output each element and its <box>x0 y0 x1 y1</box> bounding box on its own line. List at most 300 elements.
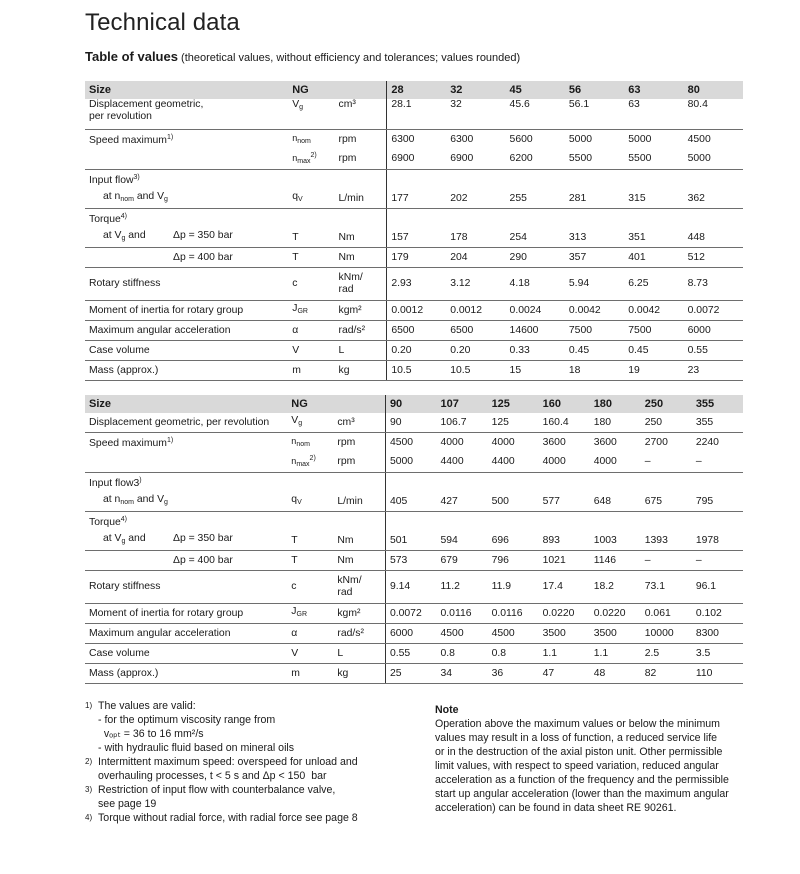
symbol-cell <box>288 228 334 248</box>
value-cell: 110 <box>692 664 743 684</box>
row-label <box>85 512 287 532</box>
value-cell: 5600 <box>509 133 533 145</box>
torque-400-row <box>85 551 743 571</box>
text: L/min <box>337 495 363 507</box>
symbol-cell <box>288 248 334 268</box>
value-cell: 160 <box>539 395 590 413</box>
row-label <box>85 321 288 341</box>
text: kgm² <box>338 304 362 316</box>
text: rad/s² <box>337 627 364 639</box>
label-line: Displacement geometric, <box>89 99 204 110</box>
row-label <box>85 189 288 209</box>
footnote <box>85 755 415 783</box>
footnote-line: - for the optimum viscosity range from <box>98 714 276 726</box>
rotary-stiffness-row <box>85 268 743 301</box>
value-cell: 47 <box>539 664 590 684</box>
text: g <box>299 104 304 111</box>
value-cell: 6900 <box>446 149 505 170</box>
symbol-cell <box>287 452 333 473</box>
text: g <box>121 235 126 242</box>
unit-cell <box>335 321 387 341</box>
note-line: start up angular acceleration (lower than the maximum angular <box>435 788 729 800</box>
inertia-row <box>85 301 743 321</box>
table-subtitle <box>85 49 520 64</box>
footnote-number: 1) <box>85 701 93 710</box>
value-cell: 4500 <box>385 433 436 453</box>
unit-cell <box>333 571 385 604</box>
value-cell: 177 <box>387 189 446 209</box>
value-cell: 107 <box>437 395 488 413</box>
text: rpm <box>338 153 357 164</box>
footnote-number: 4) <box>85 813 93 822</box>
unit-cell <box>333 395 385 413</box>
text: α <box>291 627 298 639</box>
unit-cell <box>335 149 387 170</box>
text: Moment of inertia for rotary group <box>89 607 244 619</box>
footnote-number: 2) <box>85 757 93 766</box>
text: m <box>292 364 301 376</box>
delta-p-400: Δp = 400 bar <box>173 554 233 566</box>
value-cell <box>387 170 446 190</box>
footnote-number: 3) <box>85 785 93 794</box>
text: 1) <box>166 437 174 444</box>
speed-nom-row <box>85 130 743 150</box>
text: α <box>292 324 299 336</box>
text: Input flow3 <box>89 478 140 489</box>
ng-header: NG <box>291 398 308 410</box>
value-cell: 28.1 <box>387 99 446 130</box>
text: GR <box>297 308 308 315</box>
value-cell: 1146 <box>590 551 641 571</box>
note-heading: Note <box>435 704 459 716</box>
mass-row <box>85 664 743 684</box>
value-cell: 255 <box>506 189 565 209</box>
unit-cell <box>333 413 385 433</box>
text: Maximum angular acceleration <box>89 324 231 336</box>
value-cell <box>437 512 488 532</box>
text: 1) <box>166 134 174 141</box>
note-line: Operation above the maximum values or below the minimum <box>435 718 720 730</box>
text: Speed maximum <box>89 135 167 146</box>
value-cell: 4500 <box>687 133 711 145</box>
angular-acceleration-row <box>85 321 743 341</box>
value-cell: 10000 <box>641 624 692 644</box>
text: n <box>291 456 297 466</box>
footnote-line: Restriction of input flow with counterbalance valve, <box>98 784 336 796</box>
text: Mass (approx.) <box>89 364 159 376</box>
value-cell: 3.5 <box>692 644 743 664</box>
text: cm³ <box>337 416 355 428</box>
value-cell: – <box>692 452 743 473</box>
value-cell: – <box>641 452 692 473</box>
note-line: or in the destruction of the axial piston unit. Other permissible <box>435 746 723 758</box>
unit-cell <box>335 341 387 361</box>
value-cell: 6.25 <box>624 268 683 301</box>
text: 4) <box>120 516 128 523</box>
value-cell: 0.0042 <box>624 301 683 321</box>
value-cell: 180 <box>590 413 641 433</box>
value-cell <box>539 512 590 532</box>
unit-cell <box>333 492 385 512</box>
text: kg <box>337 667 349 679</box>
text: g <box>164 499 168 506</box>
value-cell: 1021 <box>539 551 590 571</box>
value-cell: 179 <box>387 248 446 268</box>
text: T <box>291 554 298 566</box>
value-cell: 6500 <box>446 321 505 341</box>
value-cell: 2700 <box>644 436 668 448</box>
symbol-cell <box>287 395 333 413</box>
value-cell: 594 <box>437 531 488 551</box>
value-cell: 90 <box>385 395 436 413</box>
text: 2) <box>310 152 317 159</box>
value-cell: 90 <box>385 413 436 433</box>
value-cell: 5000 <box>568 133 593 145</box>
text: n <box>292 153 298 163</box>
row-label <box>85 664 287 684</box>
value-cell <box>488 473 539 493</box>
value-cell: 290 <box>506 248 565 268</box>
text: rpm <box>337 456 356 467</box>
value-cell: 3500 <box>590 624 641 644</box>
text: V <box>291 647 299 659</box>
text: Nm <box>338 251 355 263</box>
value-cell: 4000 <box>590 452 641 473</box>
footnote-line: vₒₚₜ = 36 to 16 mm²/s <box>98 728 204 740</box>
value-cell <box>684 170 743 190</box>
text: 2) <box>309 455 316 462</box>
value-cell: 362 <box>684 189 743 209</box>
text: J <box>291 606 297 617</box>
value-cell: 281 <box>565 189 624 209</box>
value-cell: 4.18 <box>506 268 565 301</box>
symbol-cell <box>287 624 333 644</box>
value-cell: 0.0072 <box>385 604 436 624</box>
text: J <box>292 303 298 314</box>
text: nom <box>296 440 310 448</box>
value-cell: 448 <box>684 228 743 248</box>
value-cell: 18.2 <box>590 571 641 604</box>
value-cell: 0.0220 <box>590 604 641 624</box>
value-cell: 32 <box>446 81 505 99</box>
text: V <box>297 499 302 506</box>
text: Maximum angular acceleration <box>89 627 231 639</box>
text: n <box>291 435 297 446</box>
value-cell: 202 <box>446 189 505 209</box>
symbol-cell <box>287 413 333 433</box>
text: Nm <box>337 534 354 546</box>
symbol-cell <box>288 209 334 229</box>
text: kgm² <box>337 607 361 619</box>
value-cell: 204 <box>446 248 505 268</box>
note-line: values may result in a loss of function, a reduced service life <box>435 732 718 744</box>
value-cell: 80 <box>684 81 743 99</box>
value-cell: 5000 <box>628 133 652 145</box>
footnotes <box>85 699 415 825</box>
value-cell <box>385 473 436 493</box>
torque-350-row <box>85 228 743 248</box>
value-cell: 313 <box>565 228 624 248</box>
value-cell: 10.5 <box>446 361 505 381</box>
value-cell: 675 <box>641 492 692 512</box>
value-cell: 4000 <box>491 436 515 448</box>
value-cell <box>624 170 683 190</box>
torque-400-row <box>85 248 743 268</box>
value-cell: 679 <box>437 551 488 571</box>
text: Rotary stiffness <box>89 278 161 289</box>
value-cell: 6300 <box>450 133 474 145</box>
text: Mass (approx.) <box>89 667 159 679</box>
text: Nm <box>338 231 355 243</box>
value-cell: 357 <box>565 248 624 268</box>
value-cell: 351 <box>624 228 683 248</box>
input-flow-row <box>85 492 743 512</box>
value-cell: 0.0012 <box>387 301 446 321</box>
input-flow-label-row <box>85 473 743 493</box>
row-label <box>85 170 288 190</box>
rotary-stiffness-row <box>85 571 743 604</box>
text: 4) <box>120 213 128 220</box>
value-cell: 512 <box>684 248 743 268</box>
value-cell: 1.1 <box>539 644 590 664</box>
angular-acceleration-row <box>85 624 743 644</box>
row-label <box>85 571 287 604</box>
footnote-text <box>98 811 358 825</box>
value-cell: 0.0116 <box>488 604 539 624</box>
torque-label-row <box>85 512 743 532</box>
text: c <box>292 278 298 289</box>
row-label <box>85 433 287 453</box>
footnote-line: - with hydraulic fluid based on mineral oils <box>98 742 295 754</box>
value-cell: 2.5 <box>641 644 692 664</box>
text: rad <box>338 284 354 295</box>
text: n <box>292 132 298 143</box>
value-cell <box>446 170 505 190</box>
value-cell: 5000 <box>385 452 436 473</box>
text: T <box>292 251 299 263</box>
value-cell: 0.55 <box>385 644 436 664</box>
value-cell: 254 <box>506 228 565 248</box>
value-cell: 355 <box>692 395 743 413</box>
value-cell: 0.0024 <box>506 301 565 321</box>
text: nom <box>120 196 134 203</box>
value-cell <box>624 209 683 229</box>
value-cell <box>565 209 624 229</box>
row-label <box>85 361 288 381</box>
value-cell: 2.93 <box>387 268 446 301</box>
text: L/min <box>338 192 364 204</box>
value-cell: 180 <box>590 395 641 413</box>
value-cell: 6000 <box>385 624 436 644</box>
text: L <box>338 344 345 356</box>
text: rad/s² <box>338 324 366 336</box>
value-cell <box>565 170 624 190</box>
value-cell: 696 <box>488 531 539 551</box>
unit-cell <box>333 624 385 644</box>
text: m <box>291 667 300 679</box>
text: and <box>125 230 146 241</box>
text: rpm <box>338 133 357 145</box>
value-cell: 80.4 <box>684 99 743 130</box>
symbol-cell <box>287 473 333 493</box>
case-volume-row <box>85 644 743 664</box>
value-cell: 63 <box>624 81 683 99</box>
speed-nom-row <box>85 433 743 453</box>
text: V <box>291 415 299 426</box>
unit-cell <box>333 452 385 473</box>
value-cell: 427 <box>437 492 488 512</box>
text: rad <box>337 587 353 598</box>
row-label <box>85 531 287 551</box>
value-cell: 577 <box>539 492 590 512</box>
row-label <box>85 551 287 571</box>
text: cm³ <box>338 99 356 110</box>
page-title: Technical data <box>85 9 240 36</box>
size-header: Size <box>89 398 112 410</box>
row-label <box>85 209 288 229</box>
symbol-cell <box>288 170 334 190</box>
value-cell <box>590 473 641 493</box>
value-cell: 7500 <box>624 321 683 341</box>
value-cell <box>692 473 743 493</box>
text: c <box>291 581 297 592</box>
text: V <box>292 99 300 110</box>
symbol-cell <box>288 99 334 130</box>
value-cell <box>488 512 539 532</box>
symbol-cell <box>287 531 333 551</box>
value-cell: 4500 <box>437 624 488 644</box>
displacement-row <box>85 99 743 130</box>
value-cell: 573 <box>385 551 436 571</box>
value-cell: 4400 <box>488 452 539 473</box>
text: and V <box>133 191 165 202</box>
text: Rotary stiffness <box>89 581 161 592</box>
value-cell: 0.55 <box>684 341 743 361</box>
text: T <box>291 534 298 546</box>
value-cell: 125 <box>488 395 539 413</box>
value-cell: 5000 <box>684 149 743 170</box>
note-line: acceleration as a function of the frequency and the permissible <box>435 774 729 786</box>
value-cell: 0.0012 <box>446 301 505 321</box>
value-cell: 893 <box>539 531 590 551</box>
text: g <box>164 196 168 203</box>
text: at V <box>103 230 122 241</box>
text: g <box>121 538 126 545</box>
value-cell: 6300 <box>387 130 446 150</box>
value-cell: 106.7 <box>437 413 488 433</box>
value-cell: 355 <box>692 413 743 433</box>
text: and V <box>133 494 165 505</box>
text: L <box>337 647 344 659</box>
row-label <box>85 228 288 248</box>
unit-cell <box>335 189 387 209</box>
value-cell <box>539 473 590 493</box>
values-table-small-sizes <box>85 81 743 381</box>
value-cell: 23 <box>684 361 743 381</box>
row-label <box>85 452 287 473</box>
value-cell: 501 <box>385 531 436 551</box>
value-cell: 25 <box>385 664 436 684</box>
text: T <box>292 231 299 243</box>
note-text <box>435 717 765 815</box>
unit-cell <box>335 268 387 301</box>
value-cell: 0.0116 <box>437 604 488 624</box>
symbol-cell <box>287 512 333 532</box>
unit-cell <box>333 531 385 551</box>
unit-cell <box>333 512 385 532</box>
footnote-text <box>98 783 335 811</box>
value-cell: 96.1 <box>692 571 743 604</box>
text: 3) <box>133 174 140 181</box>
row-label <box>85 413 287 433</box>
symbol-cell <box>288 189 334 209</box>
text: V <box>292 344 300 356</box>
input-flow-label-row <box>85 170 743 190</box>
value-cell: 32 <box>446 99 505 130</box>
value-cell <box>387 209 446 229</box>
value-cell: 48 <box>590 664 641 684</box>
value-cell: 0.8 <box>488 644 539 664</box>
value-cell: 45.6 <box>506 99 565 130</box>
value-cell: 648 <box>590 492 641 512</box>
unit-cell <box>335 301 387 321</box>
unit-cell <box>335 248 387 268</box>
value-cell: 3600 <box>542 436 566 448</box>
value-cell <box>446 209 505 229</box>
value-cell: 4400 <box>437 452 488 473</box>
footnote-line: overhauling processes, t < 5 s and Δp < 150 bar <box>98 770 327 782</box>
delta-p-400: Δp = 400 bar <box>173 251 233 263</box>
unit-cell <box>333 551 385 571</box>
symbol-cell <box>288 81 334 99</box>
value-cell: 0.0220 <box>539 604 590 624</box>
symbol-cell <box>287 604 333 624</box>
value-cell: 0.45 <box>624 341 683 361</box>
text: rpm <box>337 436 356 448</box>
value-cell: 0.0072 <box>684 301 743 321</box>
value-cell: 9.14 <box>385 571 436 604</box>
unit-cell <box>335 130 387 150</box>
text: nom <box>297 137 311 145</box>
value-cell: 4500 <box>488 624 539 644</box>
value-cell <box>437 473 488 493</box>
value-cell <box>385 512 436 532</box>
value-cell: 19 <box>624 361 683 381</box>
symbol-cell <box>287 571 333 604</box>
value-cell: 0.102 <box>692 604 743 624</box>
value-cell: 56 <box>565 81 624 99</box>
value-cell: 5.94 <box>565 268 624 301</box>
symbol-cell <box>287 664 333 684</box>
note-line: limit values, with respect to speed variation, reduced angular <box>435 760 719 772</box>
footnote-line: Intermittent maximum speed: overspeed for unload and <box>98 756 358 768</box>
value-cell: 5500 <box>624 149 683 170</box>
label-line: per revolution <box>89 111 152 122</box>
header-row <box>85 395 743 413</box>
footnote-text <box>98 755 358 783</box>
symbol-cell <box>288 301 334 321</box>
symbol-cell <box>288 321 334 341</box>
value-cell <box>692 512 743 532</box>
value-cell: 10.5 <box>387 361 446 381</box>
header-row <box>85 81 743 99</box>
value-cell: 45 <box>506 81 565 99</box>
value-cell <box>506 209 565 229</box>
value-cell: 315 <box>624 189 683 209</box>
value-cell: 0.061 <box>641 604 692 624</box>
value-cell: 5500 <box>565 149 624 170</box>
value-cell: 405 <box>385 492 436 512</box>
